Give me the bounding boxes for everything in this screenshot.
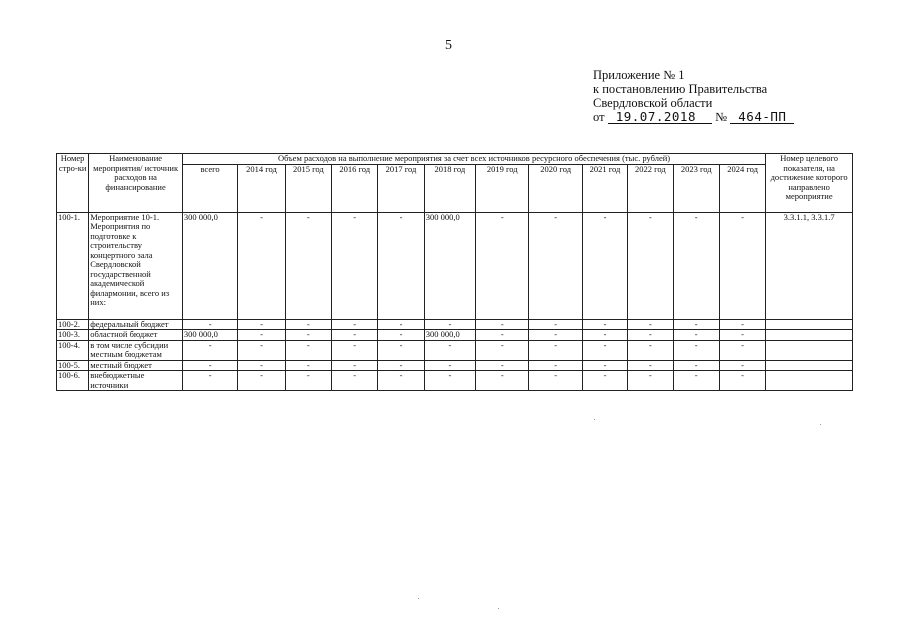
cell-value: - [332, 330, 378, 341]
row-name: внебюджетные источники [89, 371, 183, 391]
table-row [57, 319, 853, 330]
row-name: местный бюджет [89, 360, 183, 371]
cell-indicator: 3.3.1.1, 3.3.1.7 [766, 212, 853, 319]
cell-value: - [476, 371, 529, 391]
cell-value: 300 000,0 [424, 330, 475, 341]
cell-value: - [378, 371, 424, 391]
cell-value: - [285, 212, 331, 319]
cell-value: - [582, 340, 627, 360]
cell-value: - [238, 330, 285, 341]
cell-value: - [529, 371, 582, 391]
cell-value: - [378, 330, 424, 341]
cell-value: - [628, 330, 673, 341]
header-row-number: Номер стро-ки [57, 154, 89, 213]
cell-value: - [719, 360, 765, 371]
cell-total: - [182, 319, 237, 330]
cell-indicator [766, 330, 853, 341]
cell-value: - [424, 371, 475, 391]
header-year: 2017 год [378, 164, 424, 212]
table-row [57, 360, 853, 371]
cell-value: - [424, 319, 475, 330]
cell-value: - [332, 340, 378, 360]
cell-value: - [529, 212, 582, 319]
cell-value: - [238, 360, 285, 371]
header-year: 2021 год [582, 164, 627, 212]
table-row [57, 371, 853, 391]
row-number: 100-3. [57, 330, 89, 341]
header-year: 2023 год [673, 164, 719, 212]
cell-value: - [378, 340, 424, 360]
row-name: в том числе субсидии местным бюджетам [89, 340, 183, 360]
header-indicator: Номер целевого показателя, на достижение которого направлено мероприятие [766, 154, 853, 213]
scan-speck [418, 598, 419, 599]
date-prefix: от [593, 110, 605, 124]
cell-value: - [582, 319, 627, 330]
cell-value: - [424, 360, 475, 371]
row-number: 100-2. [57, 319, 89, 330]
cell-value: - [285, 319, 331, 330]
cell-value: - [424, 340, 475, 360]
cell-total: - [182, 340, 237, 360]
cell-total: - [182, 371, 237, 391]
cell-value: - [476, 212, 529, 319]
cell-value: - [332, 319, 378, 330]
cell-value: - [476, 360, 529, 371]
cell-value: - [719, 319, 765, 330]
header-expenses: Объем расходов на выполнение мероприятия за счет всех источников ресурсного обеспечения (тыс. рублей) [182, 154, 765, 165]
cell-value: - [285, 330, 331, 341]
table-row [57, 330, 853, 341]
header-year: 2022 год [628, 164, 673, 212]
cell-value: - [628, 360, 673, 371]
row-name: федеральный бюджет [89, 319, 183, 330]
cell-value: - [719, 330, 765, 341]
cell-value: - [238, 340, 285, 360]
row-number: 100-4. [57, 340, 89, 360]
appendix-title: Приложение № 1 [593, 68, 685, 82]
cell-value: - [628, 340, 673, 360]
cell-total: - [182, 360, 237, 371]
cell-indicator [766, 360, 853, 371]
cell-value: - [628, 212, 673, 319]
cell-value: - [378, 212, 424, 319]
cell-value: - [673, 212, 719, 319]
header-year: 2016 год [332, 164, 378, 212]
row-name: областной бюджет [89, 330, 183, 341]
cell-value: - [238, 371, 285, 391]
cell-value: - [529, 360, 582, 371]
appendix-date-line [593, 110, 794, 124]
scan-speck [594, 419, 595, 420]
cell-value: - [476, 340, 529, 360]
scan-speck [498, 608, 499, 609]
header-year: 2024 год [719, 164, 765, 212]
cell-value: - [719, 212, 765, 319]
table-row [57, 212, 853, 319]
cell-value: - [285, 360, 331, 371]
header-year: 2018 год [424, 164, 475, 212]
cell-value: - [673, 371, 719, 391]
cell-value: - [628, 371, 673, 391]
number-prefix: № [715, 110, 728, 124]
cell-value: - [476, 319, 529, 330]
cell-total: 300 000,0 [182, 330, 237, 341]
header-year: 2019 год [476, 164, 529, 212]
row-name: Мероприятие 10-1. Мероприятия по подготовке к строительству концертного зала Свердловской государственной академической филармонии, всего из них: [89, 212, 183, 319]
cell-value: - [673, 360, 719, 371]
cell-indicator [766, 319, 853, 330]
cell-value: - [673, 319, 719, 330]
cell-value: - [378, 360, 424, 371]
handwritten-date: 19.07.2018 [608, 110, 712, 124]
header-year: 2020 год [529, 164, 582, 212]
cell-value: - [332, 212, 378, 319]
page-number: 5 [445, 38, 452, 53]
table-row [57, 340, 853, 360]
cell-value: - [719, 371, 765, 391]
row-number: 100-1. [57, 212, 89, 319]
table-body [57, 212, 853, 391]
table-head [57, 154, 853, 213]
row-number: 100-5. [57, 360, 89, 371]
handwritten-number: 464-ПП [730, 110, 794, 124]
appendix-line-3: Свердловской области [593, 96, 713, 110]
cell-value: - [529, 340, 582, 360]
cell-value: 300 000,0 [424, 212, 475, 319]
header-total: всего [182, 164, 237, 212]
cell-value: - [529, 319, 582, 330]
cell-value: - [582, 330, 627, 341]
appendix-header [593, 68, 794, 124]
cell-value: - [529, 330, 582, 341]
cell-value: - [238, 319, 285, 330]
cell-value: - [285, 371, 331, 391]
cell-indicator [766, 371, 853, 391]
cell-indicator [766, 340, 853, 360]
cell-total: 300 000,0 [182, 212, 237, 319]
cell-value: - [582, 371, 627, 391]
cell-value: - [285, 340, 331, 360]
scan-speck [820, 424, 821, 425]
header-name: Наименование мероприятия/ источник расходов на финансирование [89, 154, 183, 213]
cell-value: - [476, 330, 529, 341]
cell-value: - [582, 212, 627, 319]
row-number: 100-6. [57, 371, 89, 391]
cell-value: - [378, 319, 424, 330]
cell-value: - [332, 360, 378, 371]
cell-value: - [628, 319, 673, 330]
cell-value: - [332, 371, 378, 391]
appendix-line-2: к постановлению Правительства [593, 82, 768, 96]
cell-value: - [673, 330, 719, 341]
cell-value: - [719, 340, 765, 360]
header-year: 2015 год [285, 164, 331, 212]
cell-value: - [582, 360, 627, 371]
cell-value: - [238, 212, 285, 319]
expenses-table [56, 153, 853, 391]
header-year: 2014 год [238, 164, 285, 212]
cell-value: - [673, 340, 719, 360]
